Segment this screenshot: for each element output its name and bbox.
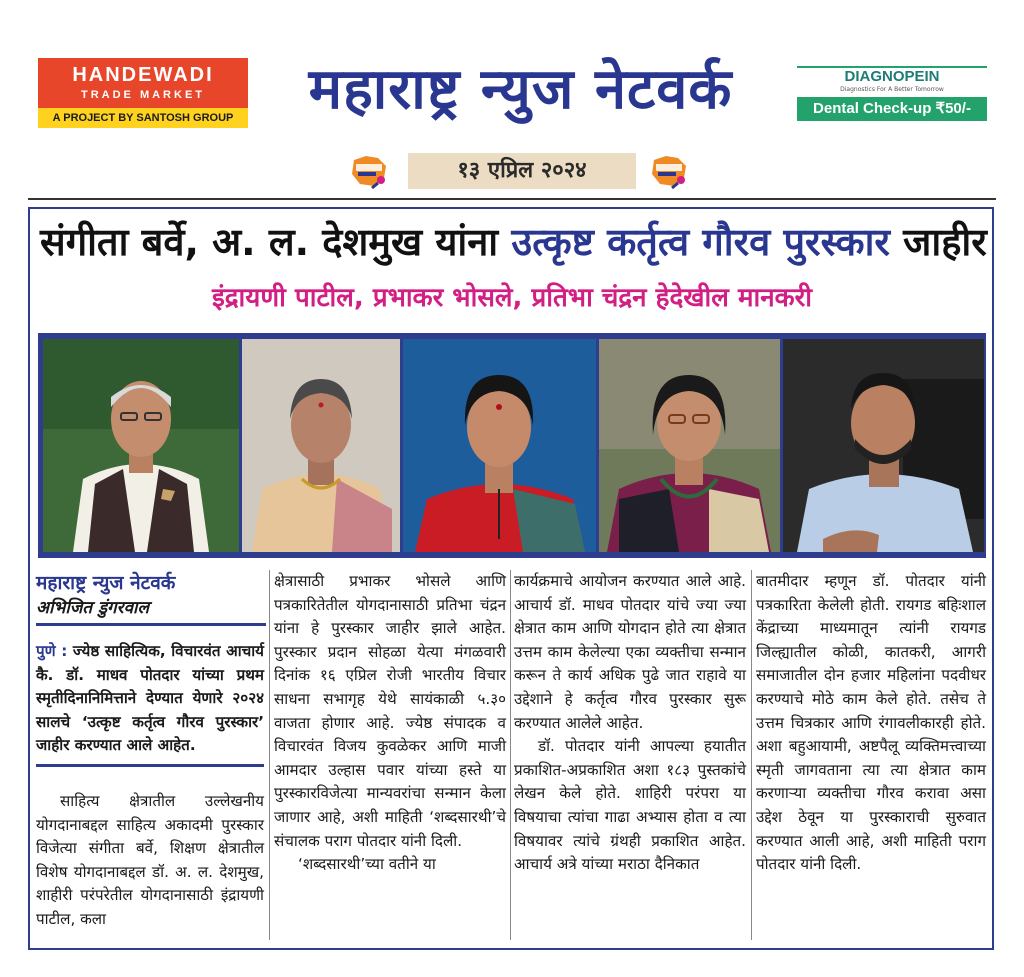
photo-woman-red-saree bbox=[403, 339, 596, 552]
ad-left-line3: A PROJECT BY SANTOSH GROUP bbox=[38, 108, 248, 128]
column-3-paragraph-2: डॉ. पोतदार यांनी आपल्या हयातीत प्रकाशित-अप्रकाशित अशा १८३ पुस्तकांचे लेखन केले होते. शाहिरी परंपरा या विषयाचा त्यांचा गाढा अभ्यास होता व त्या विषयावर त्यांचे ग्रंथही प्रकाशित आहेत. आचार्य अत्रे यांच्या मराठा दैनिकात bbox=[514, 737, 746, 874]
ad-left-line1: HANDEWADI bbox=[72, 64, 214, 86]
byline-organisation: महाराष्ट्र न्युज नेटवर्क bbox=[36, 572, 176, 594]
photo-woman-in-saree bbox=[242, 339, 400, 552]
photo-man-blue-shirt bbox=[783, 339, 984, 552]
newspaper-logo-badge-left bbox=[348, 152, 392, 190]
photo-man-in-vest bbox=[43, 339, 239, 552]
article-byline bbox=[36, 570, 266, 626]
column-divider bbox=[269, 570, 270, 940]
article-column-2 bbox=[274, 570, 506, 877]
headline-part3: जाहीर bbox=[889, 220, 987, 264]
article-column-3 bbox=[514, 570, 746, 877]
lead-text: ज्येष्ठ साहित्यिक, विचारवंत आचार्य कै. डॉ. माधव पोतदार यांच्या प्रथम स्मृतीदिनानिमित्ताने देण्यात येणारे २०२४ सालचे ‘उत्कृष्ट कर्तृत्व गौरव पुरस्कार’ जाहीर करण्यात आले आहेत. bbox=[36, 642, 264, 754]
headline-part1: संगीता बर्वे, अ. ल. देशमुख यांना bbox=[40, 220, 512, 264]
ad-left-line2: TRADE MARKET bbox=[81, 89, 205, 101]
masthead-title: महाराष्ट्र न्युज नेटवर्क bbox=[308, 57, 733, 122]
article-subheadline: इंद्रायणी पाटील, प्रभाकर भोसले, प्रतिभा चंद्रन हेदेखील मानकरी bbox=[211, 283, 813, 313]
header-rule bbox=[28, 198, 996, 200]
article-lead bbox=[36, 640, 264, 767]
lead-dateline: पुणे : bbox=[36, 642, 73, 660]
newspaper-logo-badge-right bbox=[648, 152, 692, 190]
photo-woman-patterned-saree bbox=[599, 339, 780, 552]
awardee-photos bbox=[38, 333, 986, 558]
column-divider bbox=[510, 570, 511, 940]
ad-right-tagline: Diagnostics For A Better Tomorrow bbox=[840, 86, 944, 93]
byline-reporter: अभिजित डुंगरवाल bbox=[36, 596, 266, 626]
issue-date: १३ एप्रिल २०२४ bbox=[408, 153, 636, 189]
ad-right-brand: DIAGNOPEIN bbox=[844, 68, 940, 85]
ad-right-offer: Dental Check-up ₹50/- bbox=[797, 97, 987, 121]
diagnopein-ad[interactable] bbox=[797, 66, 987, 122]
article-column-1: साहित्य क्षेत्रातील उल्लेखनीय योगदानाबद्दल साहित्य अकादमी पुरस्कार विजेत्या संगीता बर्वे, शिक्षण क्षेत्रातील विशेष योगदानाबद्दल डॉ. अ. ल. देशमुख, शाहीरी परंपरेतील योगदानासाठी इंद्रायणी पाटील, कला bbox=[36, 792, 264, 928]
column-2-paragraph-1: क्षेत्रासाठी प्रभाकर भोसले आणि पत्रकारितेतील योगदानासाठी प्रतिभा चंद्रन यांना हे पुरस्कार जाहीर झाले आहेत. पुरस्कार प्रदान सोहळा येत्या मंगळवारी दिनांक १६ एप्रिल रोजी भारतीय विचार साधना सभागृह येथे सायंकाळी ५.३० वाजता होणार आहे. ज्येष्ठ संपादक व विचारवंत विजय कुवळेकर आणि माजी आमदार उल्हास पवार यांच्या हस्ते या पुरस्कारविजेत्या मान्यवरांचा सन्मान केला जाणार आहे, अशी माहिती ‘शब्दसारथी’चे संचालक पराग पोतदार यांनी दिली. bbox=[274, 572, 506, 850]
article-column-4: बातमीदार म्हणून डॉ. पोतदार यांनी पत्रकारिता केलेली होती. रायगड बहिःशाल केंद्राच्या माध्यमातून त्यांनी रायगड जिल्ह्यातील कोळी, कातकरी, आगरी समाजातील दोन हजार महिलांना पदवीधर करण्याचे मोठे काम केले होते. तसेच ते उत्तम चित्रकार आणि रंगावलीकारही होते. अशा बहुआयामी, अष्टपैलू व्यक्तिमत्त्वाच्या स्मृती जागवताना त्या त्या क्षेत्रात काम करणाऱ्या व्यक्तीचा गौरव करावा असा उद्देश ठेवून या पुरस्काराची सुरुवात करण्यात आली आहे, अशी माहिती पराग पोतदार यांनी दिली. bbox=[756, 572, 986, 874]
handewadi-ad[interactable] bbox=[38, 58, 248, 128]
article-headline bbox=[40, 214, 987, 270]
column-divider bbox=[751, 570, 752, 940]
column-3-paragraph-1: कार्यक्रमाचे आयोजन करण्यात आले आहे. आचार्य डॉ. माधव पोतदार यांचे ज्या ज्या क्षेत्रात काम आणि योगदान होते त्या क्षेत्रात उत्तम काम केलेल्या एका व्यक्तीचा सन्मान करून ते कार्य अधिक पुढे जात राहावे या उद्देशाने हे कर्तृत्व गौरव पुरस्कार सुरू करण्यात आलेले आहेत. bbox=[514, 572, 746, 732]
column-2-paragraph-2: ‘शब्दसारथी’च्या वतीने या bbox=[298, 855, 436, 874]
headline-award-name: उत्कृष्ट कर्तृत्व गौरव पुरस्कार bbox=[511, 220, 890, 264]
